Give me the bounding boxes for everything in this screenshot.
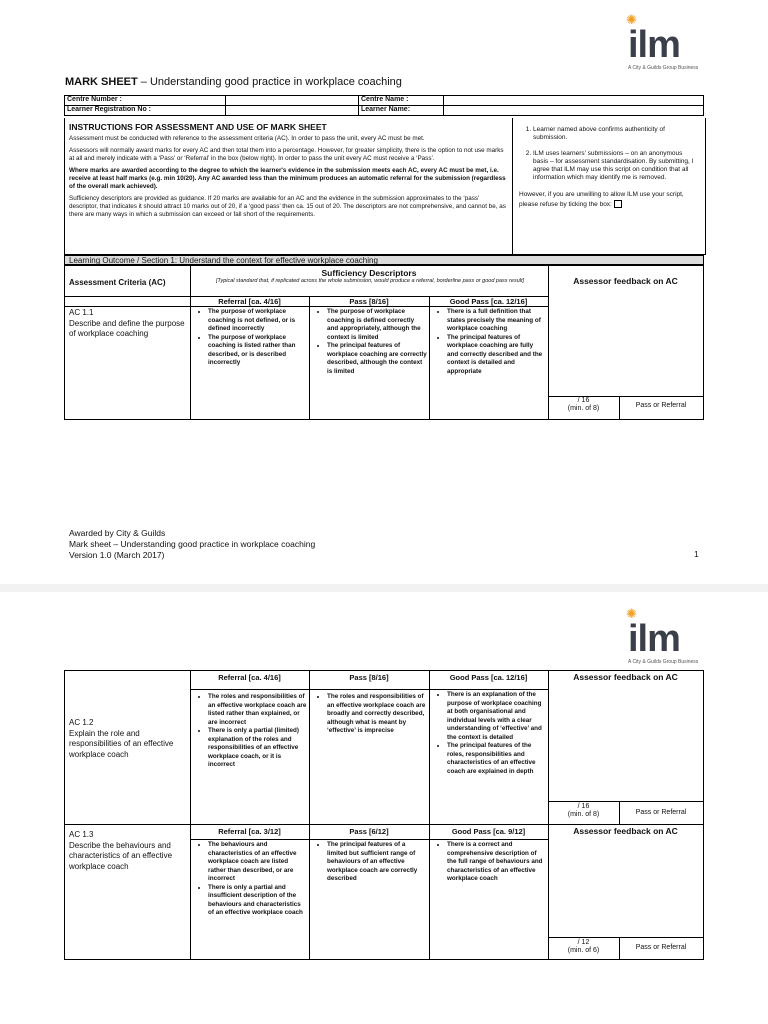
col-header-good-pass: Good Pass [ca. 12/16]: [449, 673, 528, 682]
ac13-pass-or-referral[interactable]: Pass or Referral: [635, 944, 687, 951]
logo-tagline: A City & Guilds Group Business: [628, 659, 699, 665]
sufficiency-note: [Typical standard that, if replicated across the whole submission, would produce a referral, borderline pass or good pass result]: [215, 278, 525, 284]
col-header-pass: Pass [6/12]: [349, 827, 389, 836]
col-header-pass: Pass [8/16]: [349, 297, 389, 306]
learner-details-table: [64, 95, 704, 116]
learner-name-field[interactable]: [444, 106, 704, 116]
page-number: 1: [694, 549, 699, 559]
ac13-referral-cell: • The behaviours and characteristics of an effective workplace coach are listed rather than described, or are incorrect • There is only a partial and insufficient description of the behaviours and characteristics of an effective workplace coach: [192, 841, 307, 918]
refuse-checkbox[interactable]: [614, 200, 622, 208]
centre-number-label: Centre Number :: [65, 96, 226, 106]
centre-number-field[interactable]: [226, 96, 359, 106]
col-header-feedback: Assessor feedback on AC: [573, 826, 678, 836]
ac12-referral-cell: • The roles and responsibilities of an effective workplace coach are listed rather than explained, or are incorrect • There is only a partial (limited) explanation of the roles and responsibilities of an effective workplace coach, or it is incorrect: [192, 693, 307, 770]
ac12-criterion: AC 1.2 Explain the role and responsibilities of an effective workplace coach: [69, 718, 174, 759]
sunburst-icon: ✺: [626, 606, 637, 621]
ac12-feedback-field[interactable]: [549, 685, 703, 800]
consent-panel: [513, 118, 705, 254]
instructions-para: Assessors will normally award marks for every AC and then total them into a percentage. However, for greater simplicity, there is the option to not use marks at all and merely indicate with a ‘Pass’ or ‘Referral’ in the box (below right). In order to pass the unit every AC must receive a ‘Pass’.: [69, 147, 504, 162]
logo-tagline: A City & Guilds Group Business: [628, 65, 699, 71]
instructions-para: Sufficiency descriptors are provided as guidance. If 20 marks are available for an AC and the evidence in the submission approximates to the ‘pass’ descriptor, that indicates it should attract 10 marks out of 20, if a ‘good pass’ then ca. 15 out of 20. The descriptors are not comprehensive, and cannot be, as there are many ways in which a submission can exceed or fall short of the requirements.: [69, 195, 506, 218]
centre-name-field[interactable]: [444, 96, 704, 106]
ac13-score[interactable]: / 12 (min. of 6): [567, 939, 600, 954]
ac11-good-cell: • There is a full definition that states precisely the meaning of workplace coaching • The principal features of workplace coaching are fully and correctly described and the context is detailed and appropriate: [431, 308, 546, 376]
consent-item: 1. Learner named above confirms authenticity of submission.: [533, 126, 699, 142]
ac13-good-cell: • There is a correct and comprehensive description of the full range of behaviours and characteristics of an effective workplace coach: [431, 841, 546, 884]
instructions-para: Where marks are awarded according to the degree to which the learner's evidence in the submission meets each AC, every AC must be met, i.e. receive at least half marks (e.g. min 10/20). Any AC awarded less than the minimum produces an automatic referral for the submission (regardless of the overall mark achieved).: [69, 167, 506, 190]
col-header-feedback: Assessor feedback on AC: [573, 672, 678, 682]
ac11-feedback-field[interactable]: [549, 307, 703, 395]
instructions-box: [64, 118, 706, 255]
centre-name-label: Centre Name :: [359, 96, 444, 106]
consent-item: 2. ILM uses learners’ submissions – on an anonymous basis – for assessment standardisation. By submitting, I agree that ILM may use this script on condition that all information which may identify me is removed.: [533, 150, 699, 182]
learner-reg-label: Learner Registration No :: [65, 106, 226, 116]
ac12-pass-cell: • The roles and responsibilities of an effective workplace coach are broadly and correctly described, although what is meant by ‘effective’ is imprecise: [311, 693, 427, 736]
footer: Awarded by City & Guilds Mark sheet – Understanding good practice in workplace coaching Version 1.0 (March 2017): [69, 528, 316, 560]
ac12-grid: [64, 670, 704, 824]
instructions-para: Assessment must be conducted with reference to the assessment criteria (AC). In order to pass the unit, every AC must be met.: [69, 135, 425, 142]
refuse-statement: However, if you are unwilling to allow ILM use your script, please refuse by ticking the box:: [519, 191, 684, 208]
ac11-pass-or-referral[interactable]: Pass or Referral: [635, 402, 687, 409]
page-2: [0, 592, 768, 1024]
ac13-pass-cell: • The principal features of a limited but sufficient range of behaviours of an effective workplace coach are correctly described: [311, 841, 427, 884]
ac11-pass-cell: • The purpose of workplace coaching is defined correctly and appropriately, although the context is limited • The principal features of workplace coaching are correctly described, although the context is limited: [311, 308, 427, 376]
logo-wordmark: ilm: [628, 618, 680, 660]
ac13-grid: [64, 824, 704, 960]
learning-outcome-banner: Learning Outcome / Section 1: Understand the context for effective workplace coaching: [64, 255, 704, 265]
col-header-ac: Assessment Criteria (AC): [69, 278, 166, 287]
ac12-score[interactable]: / 16 (min. of 8): [567, 803, 600, 818]
col-header-referral: Referral [ca. 3/12]: [218, 827, 281, 836]
ac13-feedback-field[interactable]: [549, 837, 703, 936]
learner-name-label: Learner Name:: [359, 106, 444, 116]
col-header-pass: Pass [8/16]: [349, 673, 389, 682]
ac11-referral-cell: • The purpose of workplace coaching is not defined, or is defined incorrectly • The purpose of workplace coaching is listed rather than described, or is described incorrectly: [192, 308, 307, 368]
ac11-criterion: AC 1.1 Describe and define the purpose of workplace coaching: [69, 308, 185, 338]
learner-reg-field[interactable]: [226, 106, 359, 116]
col-header-good-pass: Good Pass [ca. 9/12]: [451, 827, 526, 836]
logo-wordmark: ilm: [628, 24, 680, 66]
ac11-score[interactable]: / 16 (min. of 8): [567, 397, 600, 412]
ac12-pass-or-referral[interactable]: Pass or Referral: [635, 809, 687, 816]
col-header-sufficiency: Sufficiency Descriptors: [321, 268, 417, 278]
col-header-good-pass: Good Pass [ca. 12/16]: [449, 297, 528, 306]
ac12-good-cell: • There is an explanation of the purpose of workplace coaching at both organisational and individual levels with a clear understanding of ‘effective’ and the context is detailed • The principal features of the roles, responsibilities and characteristics of an effective coach are explained in depth: [431, 691, 546, 776]
col-header-feedback: Assessor feedback on AC: [573, 276, 678, 286]
col-header-referral: Referral [ca. 4/16]: [218, 297, 281, 306]
ac13-criterion: AC 1.3 Describe the behaviours and characteristics of an effective workplace coach: [69, 830, 173, 871]
instructions-heading: INSTRUCTIONS FOR ASSESSMENT AND USE OF MARK SHEET: [69, 122, 327, 132]
ac11-grid: [64, 265, 704, 420]
page-title: MARK SHEET – Understanding good practice in workplace coaching: [65, 76, 402, 88]
ilm-logo: [628, 606, 718, 666]
col-header-referral: Referral [ca. 4/16]: [218, 673, 281, 682]
instructions-left: [65, 118, 513, 254]
sunburst-icon: ✺: [626, 12, 637, 27]
ilm-logo: [628, 12, 718, 72]
